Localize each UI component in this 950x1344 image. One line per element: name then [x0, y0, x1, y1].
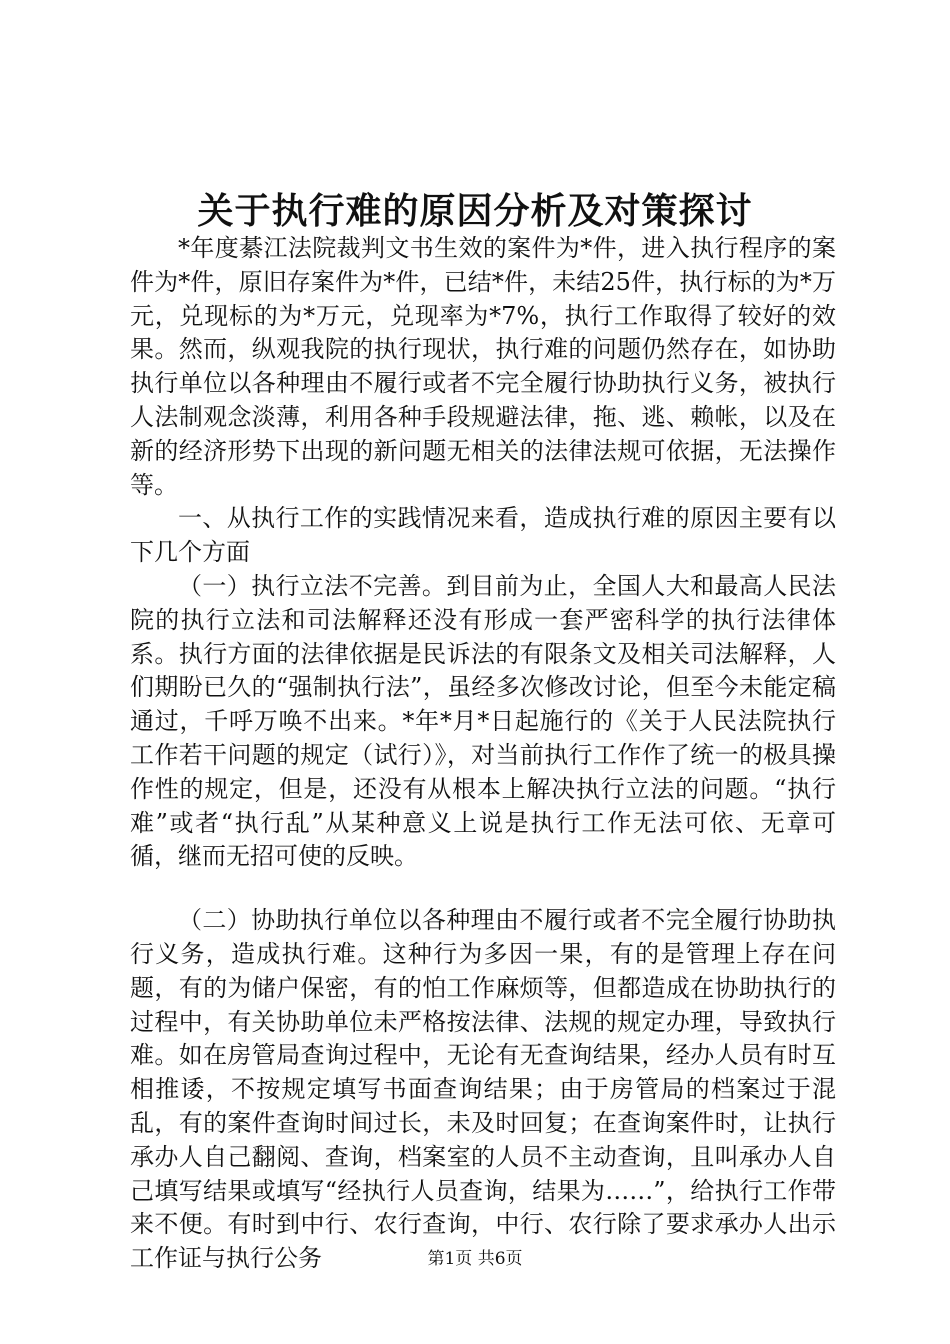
paragraph-intro: *年度綦江法院裁判文书生效的案件为*件，进入执行程序的案件为*件，原旧存案件为*件，已结*件，未结25件，执行标的为*万元，兑现标的为*万元，兑现率为*7%，执行工作取得了较好的效果。然而，纵观我院的执行现状，执行难的问题仍然存在，如协助执行单位以各种理由不履行或者不完全履行协助执行义务，被执行人法制观念淡薄，利用各种手段规避法律，拖、逃、赖帐，以及在新的经济形势下出现的新问题无相关的法律法规可依据，无法操作等。 [130, 234, 836, 499]
document-body [130, 232, 836, 1276]
page-footer: 第1页 共6页 [427, 1249, 523, 1269]
paragraph-section-heading: 一、从执行工作的实践情况来看，造成执行难的原因主要有以下几个方面 [130, 504, 836, 567]
document-title: 关于执行难的原因分析及对策探讨 [197, 190, 753, 232]
paragraph-point-two: （二）协助执行单位以各种理由不履行或者不完全履行协助执行义务，造成执行难。这种行为多因一果，有的是管理上存在问题，有的为储户保密，有的怕工作麻烦等，但都造成在协助执行的过程中，有关协助单位未严格按法律、法规的规定办理，导致执行难。如在房管局查询过程中，无论有无查询结果，经办人员有时互相推诿，不按规定填写书面查询结果；由于房管局的档案过于混乱，有的案件查询时间过长，未及时回复；在查询案件时，让执行承办人自己翻阅、查询，档案室的人员不主动查询，且叫承办人自己填写结果或填写“经执行人员查询，结果为……”，给执行工作带来不便。有时到中行、农行查询，中行、农行除了要求承办人出示工作证与执行公务 [130, 906, 836, 1273]
paragraph-point-one: （一）执行立法不完善。到目前为止，全国人大和最高人民法院的执行立法和司法解释还没有形成一套严密科学的执行法律体系。执行方面的法律依据是民诉法的有限条文及相关司法解释，人们期盼已久的“强制执行法”，虽经多次修改讨论，但至今未能定稿通过，千呼万唤不出来。*年*月*日起施行的《关于人民法院执行工作若干问题的规定（试行）》，对当前执行工作作了统一的极具操作性的规定，但是，还没有从根本上解决执行立法的问题。“执行难”或者“执行乱”从某种意义上说是执行工作无法可依、无章可循，继而无招可使的反映。 [130, 571, 836, 871]
